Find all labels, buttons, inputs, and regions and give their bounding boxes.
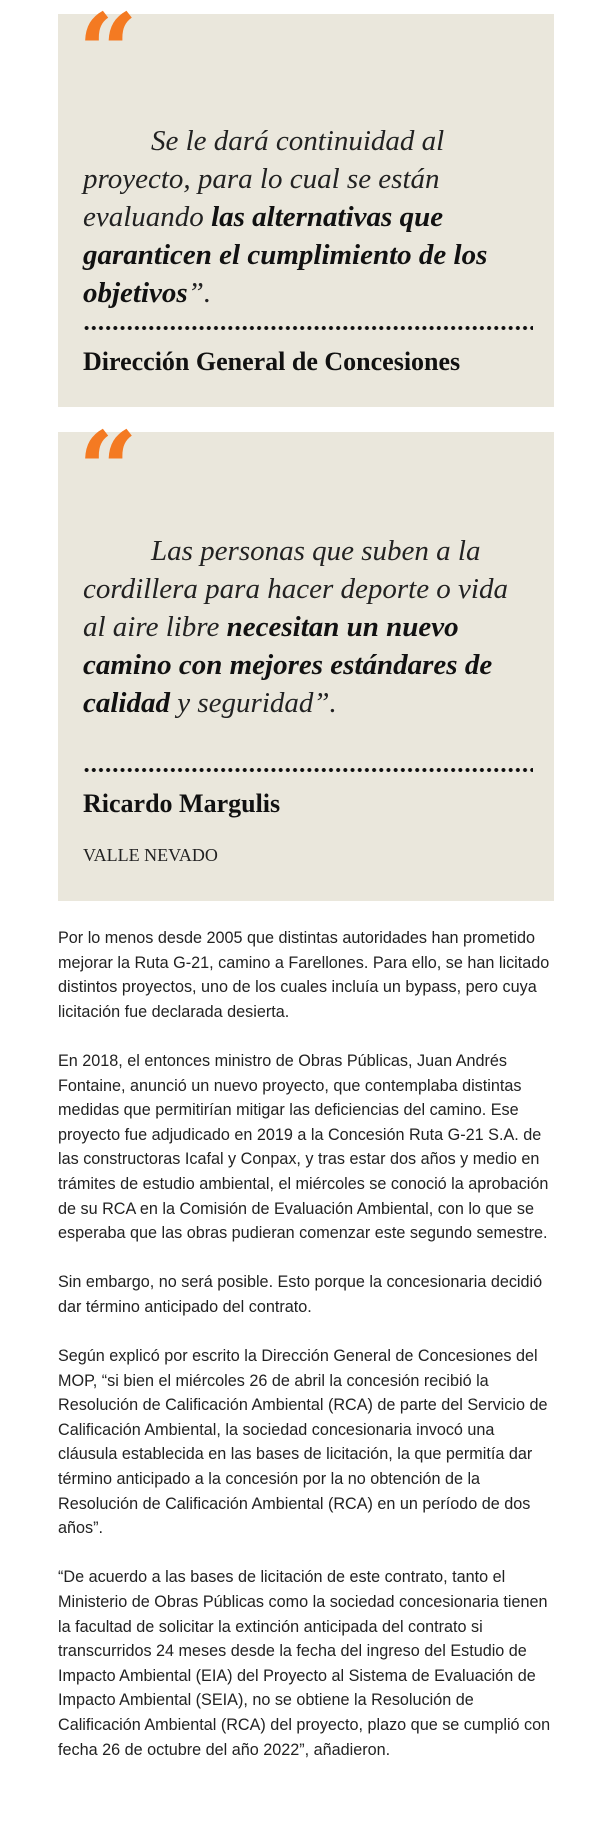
quote-text-bold: necesitan un nuevo camino con mejores estándares de calidad	[83, 611, 493, 719]
quote-text	[83, 532, 529, 722]
article-paragraph: “De acuerdo a las bases de licitación de este contrato, tanto el Ministerio de Obras Públicas como la sociedad concesionaria tienen la facultad de solicitar la extinción anticipada del contrato si transcurridos 24 meses desde la fecha del ingreso del Estudio de Impacto Ambiental (EIA) del Proyecto al Sistema de Evaluación de Impacto Ambiental (SEIA), no se obtiene la Resolución de Calificación Ambiental (RCA) del proyecto, plazo que se cumplió con fecha 26 de octubre del año 2022”, añadieron.	[58, 1568, 551, 1759]
quote-text-regular: Se le dará continuidad al proyecto, para lo cual se están evaluando	[83, 125, 445, 233]
pull-quote-margulis	[58, 408, 554, 901]
article-paragraph: Por lo menos desde 2005 que distintas autoridades han prometido mejorar la Ruta G-21, camino a Farellones. Para ello, se han licitado distintos proyectos, uno de los cuales incluía un bypass, pero cuya licitación fue declarada desierta.	[58, 929, 550, 1021]
quote-text-regular: Las personas que suben a la cordillera para hacer deporte o vida al aire libre	[83, 535, 508, 643]
article-paragraph: En 2018, el entonces ministro de Obras Públicas, Juan Andrés Fontaine, anunció un nuevo proyecto, que contemplaba distintas medidas que permitirían mitigar las deficiencias del camino. Ese proyecto fue adjudicado en 2019 a la Concesión Ruta G-21 S.A. de las constructoras Icafal y Conpax, y tras estar dos años y medio en trámites de estudio ambiental, el miércoles se conoció la aprobación de su RCA en la Comisión de Evaluación Ambiental, con lo que se esperaba que las obras pudieran comenzar este segundo semestre.	[58, 1051, 549, 1243]
quote-text	[83, 122, 529, 312]
dotted-divider	[83, 324, 533, 332]
pull-quote-concesiones	[58, 0, 554, 407]
article-paragraph: Según explicó por escrito la Dirección General de Concesiones del MOP, “si bien el miércoles 26 de abril la concesión recibió la Resolución de Calificación Ambiental (RCA) de parte del Servicio de Calificación Ambiental, la sociedad concesionaria invocó una cláusula establecida en las bases de licitación, la que permitía dar término anticipado a la concesión por la no obtención de la Resolución de Calificación Ambiental (RCA) en un período de dos años”.	[58, 1347, 548, 1538]
quote-author: Dirección General de Concesiones	[83, 347, 461, 376]
quote-author: Ricardo Margulis	[83, 789, 281, 818]
quote-text-bold: las alternativas que garanticen el cumplimiento de los objetivos	[83, 201, 488, 309]
article-paragraph: Sin embargo, no será posible. Esto porque la concesionaria decidió dar término anticipado del contrato.	[58, 1273, 543, 1316]
dotted-divider	[83, 766, 533, 774]
quote-text-closing: ”.	[187, 277, 212, 309]
quote-mark-icon: “	[78, 0, 138, 113]
quote-author-affiliation: VALLE NEVADO	[83, 845, 218, 865]
article-body	[58, 926, 558, 1787]
quote-text-closing: y seguridad”.	[170, 687, 337, 719]
quote-mark-icon: “	[78, 408, 138, 531]
